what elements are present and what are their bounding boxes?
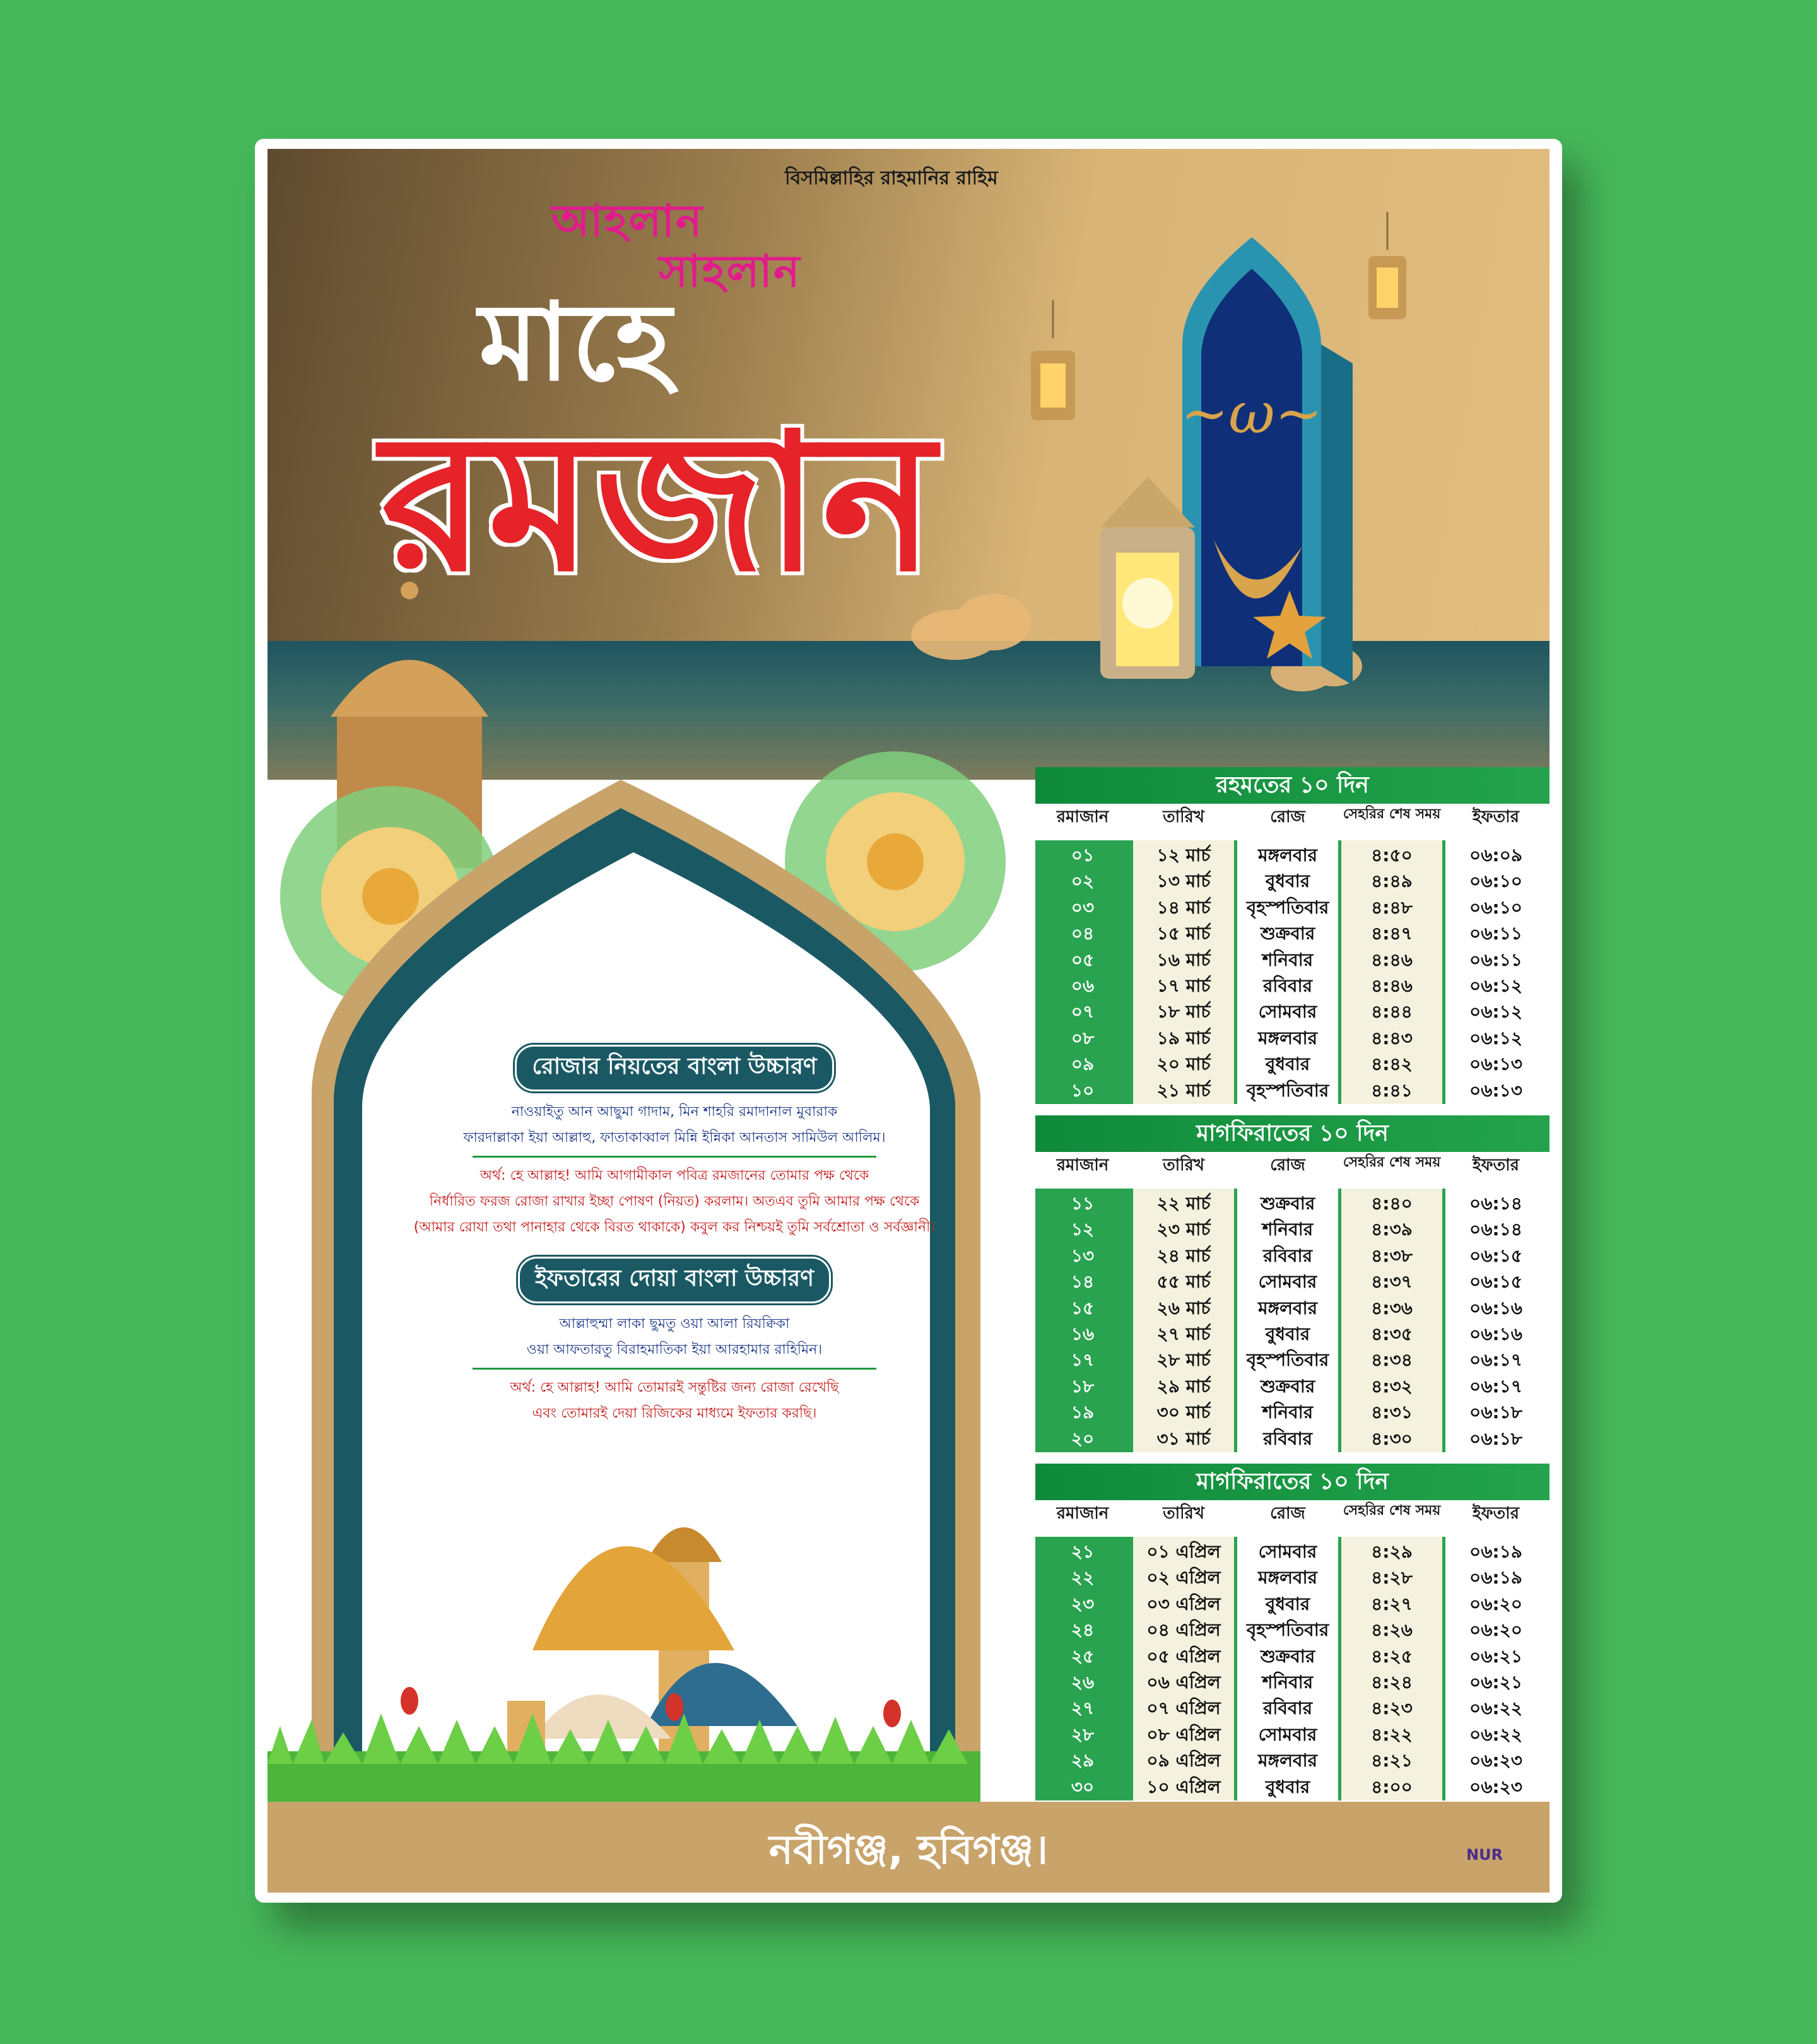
column-header: ইফতার (1473, 1504, 1519, 1523)
table-cell: ০৬:২১ (1469, 1672, 1522, 1693)
table-row (1035, 1320, 1549, 1346)
table-cell: ২৪ (1071, 1619, 1095, 1641)
table-cell: ০৬:১৭ (1469, 1375, 1522, 1397)
table-cell: ২৬ মার্চ (1156, 1297, 1211, 1319)
column-header: রোজ (1270, 808, 1305, 826)
table-cell: ০৬:১২ (1469, 1001, 1522, 1023)
table-cell: ০৬:১৪ (1469, 1219, 1522, 1240)
poster-inner (268, 149, 1549, 1893)
table-cell: ০৬:০৯ (1469, 845, 1522, 866)
table-cell: ২২ (1071, 1567, 1095, 1589)
table-cell: ২৫ (1071, 1645, 1095, 1667)
column-header: ইফতার (1473, 808, 1519, 826)
column-header: ইফতার (1473, 1156, 1519, 1175)
table-cell: ৪:২১ (1371, 1750, 1413, 1771)
table-cell: ০৬:২২ (1469, 1724, 1523, 1745)
table-cell: ৪:২৩ (1371, 1698, 1413, 1719)
table-cell: বুধবার (1265, 1776, 1310, 1797)
table-cell: শনিবার (1262, 1672, 1314, 1693)
table-body (1035, 840, 1549, 1104)
table-cell: ১২ (1071, 1219, 1095, 1240)
table-cell: ৪:৪০ (1371, 1193, 1413, 1214)
table-cell: ২০ (1071, 1428, 1095, 1449)
table-cell: বুধবার (1265, 1324, 1310, 1344)
maahe-text: মাহে (479, 280, 674, 405)
table-cell: ০২ এপ্রিল (1146, 1567, 1221, 1589)
table-row (1035, 1616, 1549, 1642)
table-cell: ৩০ (1071, 1776, 1095, 1797)
table-cell: ০৬:১৯ (1469, 1541, 1522, 1562)
table-cell: ৪:৩৯ (1371, 1219, 1413, 1240)
table-cell: শুক্রবার (1260, 1375, 1315, 1397)
table-cell: শুক্রবার (1260, 1193, 1315, 1214)
table-cell: ১৪ (1071, 1271, 1095, 1293)
table-row (1035, 1590, 1549, 1616)
table-cell: ২১ (1071, 1541, 1095, 1562)
table-cell: ০৬:১০ (1469, 871, 1522, 892)
table-cell: রবিবার (1262, 1698, 1313, 1719)
table-row (1035, 920, 1549, 946)
table-cell: ০৬:১৪ (1469, 1193, 1522, 1214)
table-cell: ১১ (1071, 1193, 1095, 1214)
table-cell: ০৩ এপ্রিল (1146, 1593, 1221, 1614)
footer-bar (268, 1802, 1549, 1893)
table-cell: ০৬:১০ (1469, 896, 1522, 918)
section-title: মাগফিরাতের ১০ দিন (1035, 1464, 1549, 1500)
table-cell: ৪:৪৪ (1371, 1001, 1413, 1023)
table-cell: ৪:৩১ (1371, 1402, 1413, 1423)
table-cell: ০৬:১৩ (1469, 1079, 1522, 1101)
column-header-row (1035, 1500, 1549, 1536)
table-cell: ০৬:১২ (1469, 1027, 1522, 1048)
ahlan-text: আহলান (551, 195, 703, 247)
table-row (1035, 946, 1549, 972)
table-row (1035, 1346, 1549, 1372)
table-body (1035, 1189, 1549, 1452)
table-cell: ৪:৪১ (1371, 1079, 1413, 1101)
table-cell: ০১ এপ্রিল (1146, 1541, 1221, 1562)
table-cell: ৪:৩৭ (1371, 1271, 1413, 1293)
table-cell: বৃহস্পতিবার (1246, 1079, 1329, 1101)
ramzan-title: রমজান (381, 393, 938, 613)
table-cell: ৪:৩৫ (1371, 1324, 1413, 1344)
table-cell: শনিবার (1262, 949, 1314, 970)
table-cell: ৪:৪২ (1371, 1054, 1413, 1075)
table-cell: মঙ্গলবার (1257, 1297, 1318, 1319)
table-row (1035, 1295, 1549, 1320)
table-cell: ০৬:১৮ (1469, 1402, 1522, 1423)
table-cell: ২৮ (1071, 1724, 1095, 1745)
table-cell: সোমবার (1258, 1541, 1317, 1562)
table-cell: ৪:৪৬ (1371, 949, 1413, 970)
table-cell: ১০ এপ্রিল (1146, 1776, 1221, 1797)
table-cell: ৪:৪৬ (1371, 975, 1413, 996)
table-cell: ২৩ (1071, 1593, 1095, 1614)
iftar-pron-1: আল্লাহুম্মা লাকা ছুমতু ওয়া আলা রিযক্বিকা (559, 1316, 790, 1332)
niyat-meaning-2: নির্ধারিত ফরজ রোজা রাখার ইচ্ছা পোষণ (নিয়ত) করলাম। অতএব তুমি আমার পক্ষ থেকে (429, 1194, 920, 1209)
table-row (1035, 1425, 1549, 1451)
table-cell: রবিবার (1262, 975, 1313, 996)
table-cell: ০৬:১৯ (1469, 1567, 1522, 1589)
column-header: রমাজান (1056, 1504, 1109, 1523)
table-cell: ২১ মার্চ (1156, 1079, 1211, 1101)
table-cell: ১৬ মার্চ (1156, 949, 1211, 970)
iftar-meaning-1: অর্থ: হে আল্লাহ! আমি তোমারই সন্তুষ্টির জন্য রোজা রেখেছি (510, 1380, 839, 1395)
table-cell: শুক্রবার (1260, 1645, 1315, 1667)
bismillah-text: বিসমিল্লাহির রাহমানির রাহিম (785, 167, 998, 189)
column-header: সেহরির শেষ সময় (1343, 806, 1441, 822)
table-cell: ০৯ এপ্রিল (1146, 1750, 1221, 1771)
table-cell: রবিবার (1262, 1428, 1313, 1449)
table-cell: ৩০ মার্চ (1156, 1402, 1211, 1423)
table-cell: ৪:২৮ (1371, 1567, 1413, 1589)
table-row (1035, 1242, 1549, 1268)
table-row (1035, 1669, 1549, 1695)
table-cell: ১৭ মার্চ (1156, 975, 1211, 996)
table-cell: ২৪ মার্চ (1156, 1245, 1211, 1266)
section-title: রহমতের ১০ দিন (1035, 767, 1549, 804)
iftar-meaning-2: এবং তোমারই দেয়া রিজিকের মাধ্যমে ইফতার করছি। (532, 1406, 817, 1421)
table-cell: ১৬ (1071, 1324, 1095, 1344)
table-cell: বুধবার (1265, 1054, 1310, 1075)
table-cell: ০৫ এপ্রিল (1146, 1645, 1221, 1667)
table-row (1035, 1538, 1549, 1564)
niyat-meaning-3: (আমার রোযা তথা পানাহার থেকে বিরত থাকাকে) কবুল কর নিশ্চয়ই তুমি সর্বশ্রোতা ও সর্বজ্ঞানী। (413, 1219, 936, 1235)
table-cell: ১৩ মার্চ (1156, 871, 1211, 892)
table-cell: সোমবার (1258, 1724, 1317, 1745)
table-cell: ০৬ এপ্রিল (1146, 1672, 1221, 1693)
table-cell: ২৯ (1071, 1750, 1095, 1771)
table-row (1035, 1721, 1549, 1747)
table-cell: ০৬:২১ (1469, 1645, 1522, 1667)
column-header: রোজ (1270, 1504, 1305, 1523)
table-cell: ০৩ (1071, 896, 1095, 918)
table-cell: ০৯ (1071, 1054, 1095, 1075)
table-row (1035, 1695, 1549, 1720)
column-header: রমাজান (1056, 808, 1109, 826)
iftar-heading: ইফতারের দোয়া বাংলা উচ্চারণ (518, 1257, 831, 1303)
table-row (1035, 1373, 1549, 1399)
table-cell: ১৭ (1071, 1349, 1095, 1371)
table-cell: ১৪ মার্চ (1156, 896, 1211, 918)
table-cell: ১৩ (1071, 1245, 1095, 1266)
table-cell: ০৬:১৬ (1469, 1297, 1522, 1319)
table-cell: ৪:৪৯ (1371, 871, 1413, 892)
table-cell: বৃহস্পতিবার (1246, 1619, 1329, 1641)
table-cell: শনিবার (1262, 1402, 1314, 1423)
table-cell: ০৬:১২ (1469, 975, 1522, 996)
table-cell: ৪:৪৮ (1371, 896, 1413, 918)
iftar-pron-2: ওয়া আফতারতু বিরাহমাতিকা ইয়া আরহামার রাহিমিন। (526, 1342, 823, 1358)
table-cell: ০৬:২০ (1469, 1593, 1523, 1614)
table-cell: ৪:২৬ (1371, 1619, 1413, 1641)
table-cell: ১০ (1071, 1079, 1095, 1101)
column-header: রমাজান (1056, 1156, 1109, 1175)
table-cell: ৩১ মার্চ (1156, 1428, 1211, 1449)
table-row (1035, 1747, 1549, 1773)
table-cell: শনিবার (1262, 1219, 1314, 1240)
table-cell: ০৬:১৮ (1469, 1428, 1522, 1449)
nur-logo: NUR (1466, 1846, 1503, 1864)
table-cell: ২৭ মার্চ (1156, 1324, 1211, 1344)
table-cell: ৪:৪৩ (1371, 1027, 1413, 1048)
niyat-pron-2: ফারদাল্লাকা ইয়া আল্লাহু, ফাতাকাব্বাল মিন্নি ইন্নিকা আনতাস সামিউল আলিম। (463, 1130, 886, 1146)
table-cell: ০৬:১১ (1469, 923, 1522, 944)
table-cell: ০৬:২০ (1469, 1619, 1523, 1641)
column-header: তারিখ (1163, 1504, 1204, 1523)
sahlan-text: সাহলান (659, 245, 801, 297)
table-cell: ৪:২২ (1371, 1724, 1413, 1745)
table-cell: ০৬:২৩ (1469, 1750, 1523, 1771)
table-body (1035, 1537, 1549, 1800)
table-cell: ১৯ (1071, 1402, 1095, 1423)
table-row (1035, 1216, 1549, 1242)
table-cell: ০৬:১৫ (1469, 1245, 1522, 1266)
table-cell: ৪:৩৮ (1371, 1245, 1413, 1266)
table-cell: বুধবার (1265, 1593, 1310, 1614)
table-row (1035, 867, 1549, 893)
table-cell: বৃহস্পতিবার (1246, 896, 1329, 918)
table-cell: ০১ (1071, 845, 1095, 866)
column-header: তারিখ (1163, 1156, 1204, 1175)
table-row (1035, 1077, 1549, 1103)
table-cell: রবিবার (1262, 1245, 1313, 1266)
table-cell: ৪:৫০ (1371, 845, 1413, 866)
divider (473, 1368, 876, 1370)
table-cell: ২৭ (1071, 1698, 1095, 1719)
table-cell: মঙ্গলবার (1257, 1567, 1318, 1589)
table-cell: সোমবার (1258, 1001, 1317, 1023)
table-row (1035, 894, 1549, 920)
table-cell: ০৭ (1071, 1001, 1095, 1023)
table-cell: ০৭ এপ্রিল (1146, 1698, 1221, 1719)
table-cell: মঙ্গলবার (1257, 845, 1318, 866)
table-cell: ১২ মার্চ (1156, 845, 1211, 866)
table-cell: ০৬:১৬ (1469, 1324, 1522, 1344)
table-cell: মঙ্গলবার (1257, 1750, 1318, 1771)
table-cell: ০৬:২২ (1469, 1698, 1523, 1719)
table-cell: ২৬ (1071, 1672, 1095, 1693)
column-header-row (1035, 1152, 1549, 1187)
table-cell: ৪:৩২ (1371, 1375, 1413, 1397)
column-header: সেহরির শেষ সময় (1343, 1503, 1441, 1518)
poster-frame (255, 139, 1562, 1903)
table-cell: ২৩ মার্চ (1156, 1219, 1211, 1240)
column-header: তারিখ (1163, 808, 1204, 826)
table-cell: ০৬:১৫ (1469, 1271, 1522, 1293)
svg-text:~ω~: ~ω~ (1180, 380, 1323, 447)
table-cell: শুক্রবার (1260, 923, 1315, 944)
table-row (1035, 998, 1549, 1024)
section-title: মাগফিরাতের ১০ দিন (1035, 1115, 1549, 1152)
table-cell: ০৪ (1071, 923, 1095, 944)
table-row (1035, 1643, 1549, 1669)
column-header-row (1035, 804, 1549, 839)
table-row (1035, 1564, 1549, 1590)
table-cell: ৪:৩৪ (1371, 1349, 1413, 1371)
table-cell: ১৫ মার্চ (1156, 923, 1211, 944)
niyat-pron-1: নাওয়াইতু আন আছুমা গাদাম, মিন শাহরি রমাদানাল মুবারাক (511, 1104, 838, 1120)
lantern-icon (1031, 300, 1075, 420)
niyat-heading: রোজার নিয়তের বাংলা উচ্চারণ (515, 1045, 833, 1091)
table-cell: ৪:২৯ (1371, 1541, 1413, 1562)
timetable (1035, 767, 1549, 1802)
table-cell: ৪:২৫ (1371, 1645, 1413, 1667)
location-text: নবীগঞ্জ, হবিগঞ্জ। (768, 1827, 1049, 1874)
table-cell: ০৪ এপ্রিল (1146, 1619, 1221, 1641)
table-cell: ০৬ (1071, 975, 1095, 996)
table-cell: মঙ্গলবার (1257, 1027, 1318, 1048)
table-cell: ৪:০০ (1371, 1776, 1413, 1797)
table-row (1035, 1025, 1549, 1050)
table-cell: ০৬:১১ (1469, 949, 1522, 970)
table-row (1035, 1268, 1549, 1294)
table-cell: ৪:৩৬ (1371, 1297, 1413, 1319)
table-cell: ০৮ এপ্রিল (1146, 1724, 1221, 1745)
table-cell: ০৮ (1071, 1027, 1095, 1048)
divider (473, 1156, 876, 1158)
table-cell: ৪:৩০ (1371, 1428, 1413, 1449)
table-row (1035, 842, 1549, 867)
table-cell: ২৯ মার্চ (1156, 1375, 1211, 1397)
table-row (1035, 1050, 1549, 1076)
table-row (1035, 1399, 1549, 1424)
column-header: রোজ (1270, 1156, 1305, 1175)
table-cell: ০৬:২৩ (1469, 1776, 1523, 1797)
lantern-icon (1100, 477, 1195, 679)
table-cell: ১৮ মার্চ (1156, 1001, 1211, 1023)
column-header: সেহরির শেষ সময় (1343, 1154, 1441, 1170)
table-row (1035, 1773, 1549, 1799)
lantern-icon (1368, 212, 1406, 319)
table-cell: বুধবার (1265, 871, 1310, 892)
table-cell: ৪:২৪ (1371, 1672, 1413, 1693)
table-cell: ৫৫ মার্চ (1156, 1271, 1211, 1293)
table-row (1035, 1190, 1549, 1216)
table-cell: ২২ মার্চ (1156, 1193, 1211, 1214)
table-cell: ৪:৪৭ (1371, 923, 1413, 944)
table-cell: ০৬:১৭ (1469, 1349, 1522, 1371)
table-cell: ২০ মার্চ (1156, 1054, 1211, 1075)
table-cell: ৪:২৭ (1371, 1593, 1413, 1614)
table-cell: ১৮ (1071, 1375, 1095, 1397)
table-cell: ১৯ মার্চ (1156, 1027, 1211, 1048)
table-cell: বৃহস্পতিবার (1246, 1349, 1329, 1371)
table-cell: সোমবার (1258, 1271, 1317, 1293)
table-cell: ২৮ মার্চ (1156, 1349, 1211, 1371)
niyat-meaning-1: অর্থ: হে আল্লাহ! আমি আগামীকাল পবিত্র রমজানের তোমার পক্ষ থেকে (479, 1168, 869, 1184)
table-row (1035, 972, 1549, 998)
table-cell: ০২ (1071, 871, 1095, 892)
mosque-door-icon (1181, 237, 1353, 685)
table-cell: ১৫ (1071, 1297, 1095, 1319)
dua-text-block (372, 1045, 977, 1429)
table-cell: ০৬:১৩ (1469, 1054, 1522, 1075)
table-cell: ০৫ (1071, 949, 1095, 970)
